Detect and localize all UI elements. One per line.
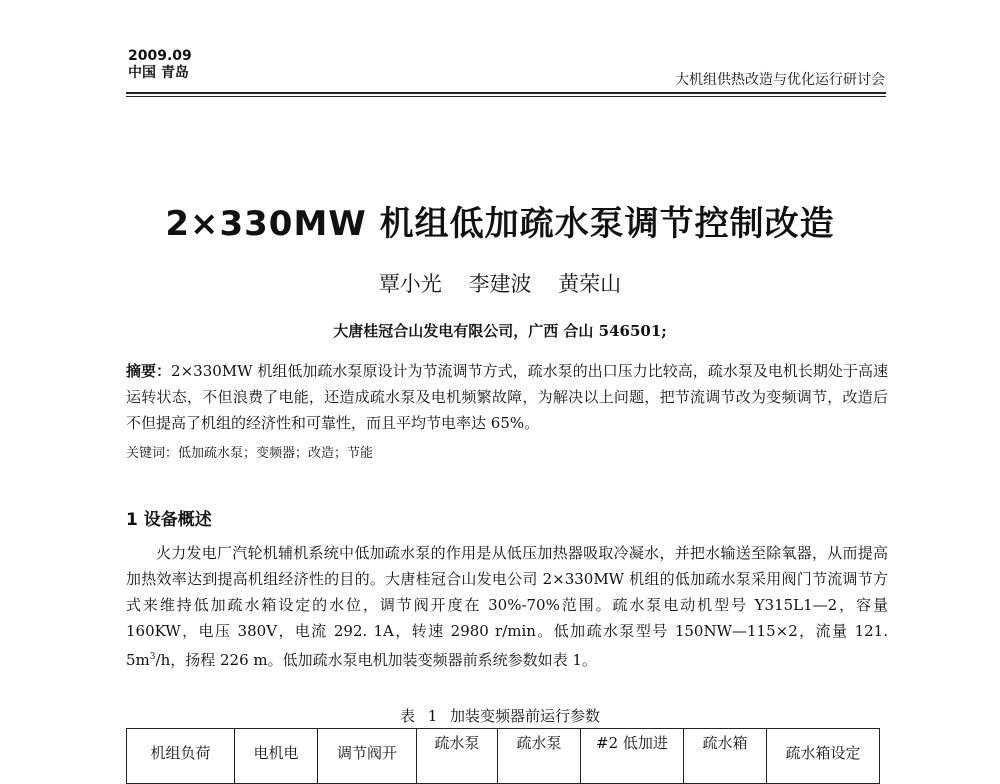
author: 李建波 (468, 272, 532, 296)
table-caption: 表 1 加装变频器前运行参数 (399, 707, 601, 725)
author: 覃小光 (378, 272, 442, 296)
abstract-text: 2×330MW 机组低加疏水泵原设计为节流调节方式，疏水泵的出口压力比较高，疏水泵及电机长期处于高速运转状态，不但浪费了电能，还造成疏水泵及电机频繁故障，为解决以上问题，把节流调节改为变频调节，改造后不但提高了机组的经济性和可靠性，而且平均节电率达 65%。 (126, 362, 888, 432)
header-rule (126, 92, 886, 94)
table-header-cell: 疏水箱设定 (767, 729, 880, 784)
header-conference: 大机组供热改造与优化运行研讨会 (675, 72, 885, 88)
table-header-cell: 机组负荷 (127, 729, 235, 784)
affiliation: 大唐桂冠合山发电有限公司，广西 合山 546501; (333, 322, 667, 340)
table-header-cell: 电机电 (235, 729, 318, 784)
paper-title: 2×330MW 机组低加疏水泵调节控制改造 (165, 204, 835, 244)
header-rule-thin (126, 96, 886, 97)
paragraph-text-cont: /h，扬程 226 m。低加疏水泵电机加装变频器前系统参数如表 1。 (155, 651, 597, 669)
paragraph-text: 火力发电厂汽轮机辅机系统中低加疏水泵的作用是从低压加热器吸取冷凝水，并把水输送至除氧器，从而提高加热效率达到提高机组经济性的目的。大唐桂冠合山发电公司 2×330MW 机组的低加疏水泵采用阀门节流调节方式来维持低加疏水箱设定的水位，调节阀开度在 30%-70%范围。疏水泵电动机型号 Y315L1—2，容量 160KW，电压 380V，电流 292. 1A，转速 2980 r/min。低加疏水泵型号 150NW—115×2，流量 121. 5m (126, 544, 888, 669)
header-date-location (128, 48, 192, 82)
table-header-row (127, 729, 880, 784)
table-header-cell: 疏水箱 (684, 729, 767, 784)
superscript: 3 (149, 652, 156, 662)
header-date: 2009.09 (128, 48, 192, 64)
table-header-cell: #2 低加进 (581, 729, 684, 784)
section-heading: 1 设备概述 (126, 510, 212, 530)
parameter-table (126, 728, 880, 784)
keywords: 关键词：低加疏水泵；变频器；改造；节能 (126, 446, 374, 461)
table-header-cell: 疏水泵 (417, 729, 498, 784)
author: 黄荣山 (558, 272, 622, 296)
section-paragraph (126, 540, 888, 673)
table-header-cell: 疏水泵 (498, 729, 581, 784)
abstract (126, 358, 888, 436)
author-list (0, 268, 1000, 298)
table-header-cell: 调节阀开 (318, 729, 417, 784)
abstract-label: 摘要： (126, 362, 172, 380)
header-location: 中国 青岛 (128, 65, 189, 81)
